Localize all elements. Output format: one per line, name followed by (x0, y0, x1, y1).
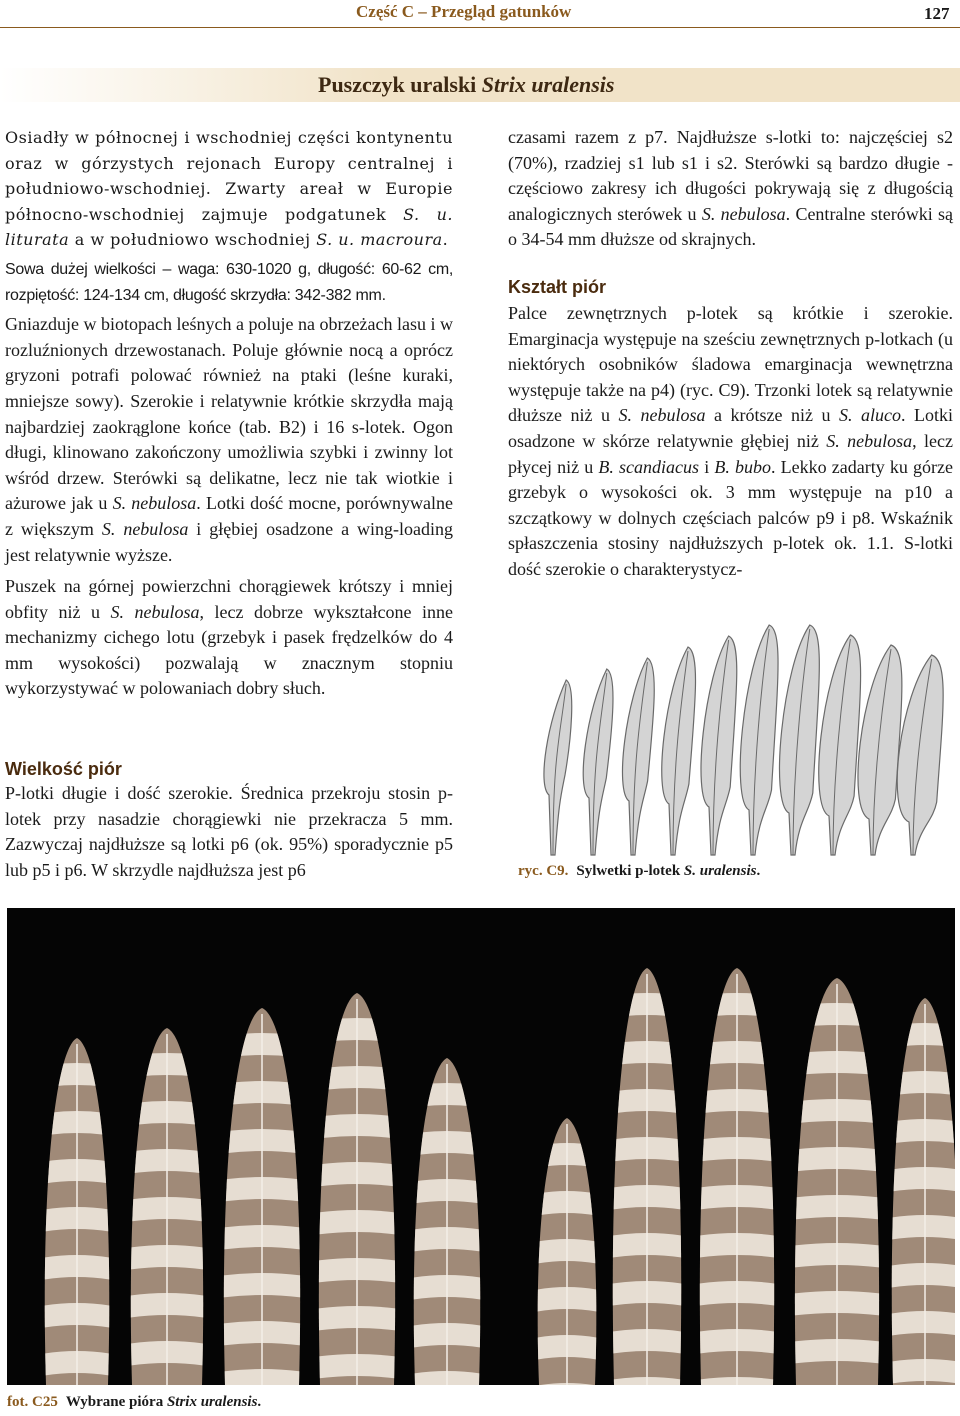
ecology-paragraph: Gniazduje w biotopach leśnych a poluje na obrzeżach lasu i w rozluźnionych drzewostanach. Poluje głównie nocą a oprócz gryzoni potrafi polować również na ptaki (leśne kuraki, mniejsze sowy). Szerokie i relatywnie krótkie skrzydła mają najbardziej zaokrąglone końce (tab. B2) i 16 s-lotek. Ogon długi, klinowano zakończony umożliwia szybki i zwinny lot wśród drzew. Sterówki są delikatne, lecz nie tak wiotkie i ażurowe jak u S. nebulosa. Lotki dość mocne, porównywalne z większym S. nebulosa i głębiej osadzone a wing-loading jest relatywnie wyższe. (5, 314, 454, 565)
silhouette-feather (583, 669, 613, 855)
figure-label: ryc. C9. (518, 863, 569, 879)
photo-feather (188, 1008, 336, 1385)
tail-paragraph: czasami razem z p7. Najdłuższe s-lotki to: najczęściej s2 (70%), rzadziej s1 lub s1 i s2. Sterówki są bardzo długie - częściowo zakresy ich długości pokrywają się z długością analogicznych sterówek u S. nebulosa. Centralne sterówki są o 34-54 mm dłuższe od skrajnych. (508, 127, 953, 250)
intro-paragraph: Osiadły w północnej i wschodniej części kontynentu oraz w górzystych rejonach Europy centralnej i południowo-wschodniej. Zwarty areał w Europie północno-wschodniej zajmuje podgatunek S. u. liturata a w południowo wschodniej S. u. macroura. (5, 128, 454, 250)
photo-feather (283, 993, 431, 1385)
running-title: Część C – Przegląd gatunków (356, 2, 572, 21)
photo-feather (581, 968, 713, 1385)
size-heading: Wielkość piór (5, 759, 122, 779)
feathers-photo (7, 908, 955, 1385)
photo-feather (15, 1038, 139, 1385)
silhouette-feather (740, 625, 778, 855)
silhouette-feather (819, 635, 861, 855)
size-paragraph: P-lotki długie i dość szerokie. Średnica przekroju stosin p-lotek przy nasadzie chorągiewki nie przekracza 5 mm. Zazwyczaj najdłuższe są lotki p6 (ok. 95%) sporadycznie p5 lub p5 i p6. W skrzydle najdłuższa jest p6 (5, 783, 453, 880)
photo-feather (97, 1028, 237, 1385)
species-title (318, 72, 614, 98)
silhouette-feather (662, 647, 696, 855)
header-rule (0, 27, 960, 28)
page-number: 127 (924, 4, 950, 23)
photo-label: fot. C25 (7, 1394, 58, 1410)
feathers-photo-drawing (7, 908, 955, 1385)
photo-caption-text: Wybrane pióra Strix uralensis. (65, 1394, 262, 1410)
right-column (508, 125, 953, 253)
figure-caption (518, 863, 760, 880)
species-latin-name: Strix uralensis (481, 72, 615, 97)
silhouette-feather (858, 645, 902, 855)
photo-feather (665, 968, 809, 1385)
feather-silhouettes-figure (508, 605, 953, 860)
figure-caption-text: Sylwetki p-lotek S. uralensis. (576, 863, 761, 879)
silhouette-feather (622, 658, 654, 855)
left-column (5, 125, 453, 702)
photo-feather (511, 1118, 623, 1385)
stats-paragraph: Sowa dużej wielkości – waga: 630-1020 g, długość: 60-62 cm, rozpiętość: 124-134 cm, długość skrzydła: 342-382 mm. (5, 260, 453, 304)
shape-heading: Kształt piór (508, 277, 607, 297)
species-common-name: Puszczyk uralski (318, 72, 477, 97)
shape-paragraph: Palce zewnętrznych p-lotek są krótkie i szerokie. Emarginacja występuje na sześciu zewnętrznych p-lotkach (u niektórych osobników śladowa emarginacja wewnętrzna występuje także na p4) (ryc. C9). Trzonki lotek są relatywnie dłuższe niż u S. nebulosa a krótsze niż u S. aluco. Lotki osadzone w skórze relatywnie głębiej niż S. nebulosa, lecz płycej niż u B. scandiacus i B. bubo. Lekko zadarty ku górze grzebyk o wysokości ok. 3 mm występuje na p10 a szczątkowy w dolnych częściach palców p9 i p8. Wskaźnik spłaszczenia stosiny najdłuższych p-lotek ok. 1.1. S-lotki dość szerokie o charakterystycz- (508, 303, 954, 579)
silhouette-feather (897, 655, 943, 855)
silhouette-feather (544, 680, 572, 855)
down-paragraph: Puszek na górnej powierzchni chorągiewek krótszy i mniej obfity niż u S. nebulosa, lecz dobrze wykształcone inne mechanizmy cichego lotu (grzebyk i pasek frędzelków do 4 mm wysokości) pozwalają w znacznym stopniu wykorzystywać w polowaniach dobry słuch. (5, 576, 453, 699)
photo-caption (7, 1394, 261, 1411)
running-header (0, 0, 960, 28)
silhouette-feather (780, 625, 820, 855)
silhouette-feather (701, 636, 737, 855)
photo-feather (383, 1058, 511, 1385)
